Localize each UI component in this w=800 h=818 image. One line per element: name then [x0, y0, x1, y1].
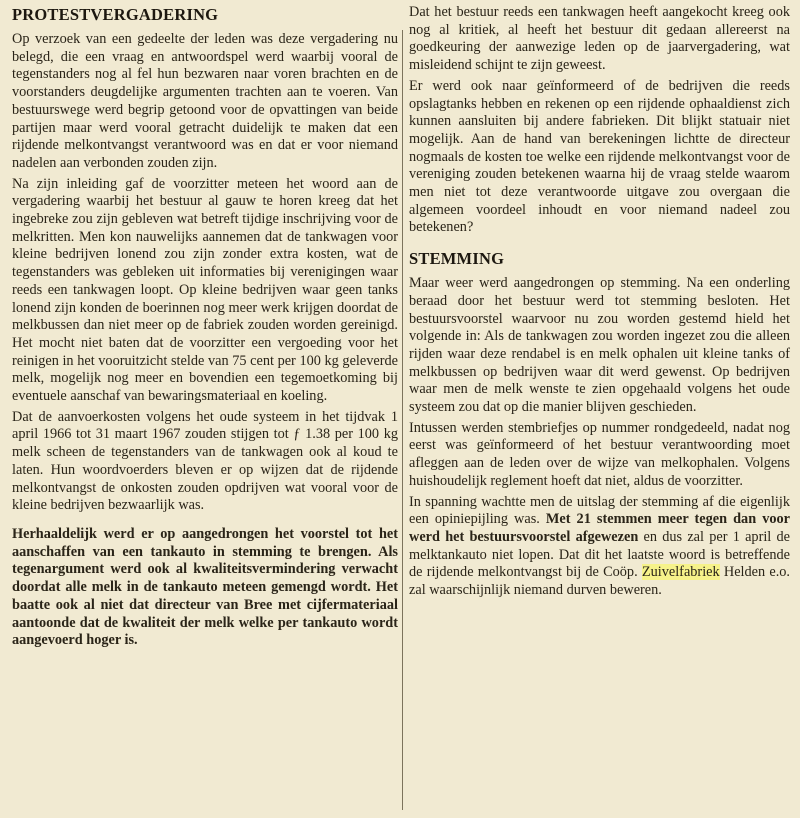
p5-text-a: In spanning wachtte men de uitslag der stemming af die eigenlijk een opiniepijling was. — [409, 493, 790, 528]
left-column — [12, 4, 398, 653]
left-paragraph-3: Dat de aanvoerkosten volgens het oude systeem in het tijdvak 1 april 1966 tot 31 maart 1967 zouden stijgen tot ƒ 1.38 per 100 kg melk scheen de tegenstanders van de tankwagen ook al koud te laten. Hun woordvoerders bleven er op wijzen dat de rijdende melkontvangst de onkosten zouden opdrijven wat vooral voor de kleine bedrijven bezwaarlijk was. — [12, 408, 398, 514]
heading-protestvergadering: PROTESTVERGADERING — [12, 5, 219, 24]
left-paragraph-4-bold: Herhaaldelijk werd er op aangedrongen het voorstel tot het aanschaffen van een tankauto in stemming te brengen. Als tegenargument werd ook al kwaliteitsvermindering verwacht doordat alle melk in de tankauto meteen gemengd wordt. Het baatte ook al niet dat directeur van Bree met cijfermateriaal aantoonde dat de kwaliteit der melk welke per tankauto wordt aangevoerd hoger is. — [12, 525, 398, 649]
highlighted-word: Zuivelfabriek — [641, 564, 720, 581]
right-paragraph-4: Intussen werden stembriefjes op nummer rondgedeeld, nadat nog eerst was geïnformeerd of het bestuur verantwoording moet afleggen aan de leden over de wijze van melkophalen. Volgens huishoudelijk reglement hoeft dat niet, aldus de voorzitter. — [409, 419, 790, 489]
left-paragraph-1: Op verzoek van een gedeelte der leden was deze vergadering nu belegd, die een vraag en antwoordspel werd waarbij vooral de tegenstanders nog al fel hun bezwaren naar voren brachten en de voorstanders deugdelijke argumenten trachten aan te voeren. Van bestuurswege werd begrip getoond voor de opvattingen van beide partijen maar werd vooral getracht duidelijk te maken dat een rijdende melkontvangst verantwoord was en dat er voor niemand nadelen aan verbonden zouden zijn. — [12, 31, 398, 171]
p5-text-b: en dus zal per 1 april de melktankauto niet lopen. Dat dit het laatste woord is betreffende de rijdende melkontvangst bij de Coöp. — [409, 528, 790, 581]
right-paragraph-2: Er werd ook naar geïnformeerd of de bedrijven die reeds opslagtanks hebben en rekenen op een rijdende ophaaldienst zich kunnen aansluiten bij andere fabrieken. Dit blijkt statuair niet mogelijk. Aan de hand van berekeningen lichtte de directeur nogmaals de kosten toe welke een rijdende melkontvangst voor de vereniging zouden betekenen waarna hij de vraag stelde waarom men niet tot deze verantwoorde uitgave zou overgaan die algemeen voordeel inhoudt en voor niemand nadeel zou betekenen? — [409, 77, 790, 236]
right-column — [409, 4, 790, 603]
right-paragraph-5 — [409, 494, 790, 600]
right-paragraph-1: Dat het bestuur reeds een tankwagen heeft aangekocht kreeg ook nog al kritiek, al heeft het bestuur dit gedaan allereerst na goedkeuring der aanwezige leden op de jaarvergadering, wat misleidend schijnt te zijn geweest. — [409, 4, 790, 74]
left-paragraph-2: Na zijn inleiding gaf de voorzitter meteen het woord aan de vergadering waarbij het bestuur al gauw te horen kreeg dat het ingebreke zou zijn gebleven wat betreft tijdige inschrijving voor de melkritten. Men kon nauwelijks aannemen dat de tankwagen voor kleine bedrijven lonend zou zijn zonder extra kosten, wat de tegenstanders was gebleken uit informaties bij verenigingen waar reeds een tankwagen loopt. Op kleine bedrijven waar geen tanks lonend zijn konden de boerinnen nog meer werk krijgen doordat de melkbussen dan niet meer op de fabriek zouden worden gereinigd. Het mocht niet baten dat de voorzitter een vergoeding voor het reinigen in het vooruitzicht stelde van 75 cent per 100 kg geleverde melk, mogelijk nog meer en bovendien een tegemoetkoming bij eventuele aanschaf van bewaringsmateriaal en koeling. — [12, 175, 398, 405]
p5-bold-result: Met 21 stemmen meer tegen dan voor werd het bestuursvoorstel afgewezen — [409, 511, 790, 545]
heading-stemming: STEMMING — [409, 249, 505, 269]
p5-text-c: Helden e.o. zal waarschijnlijk niemand durven beweren. — [409, 564, 790, 599]
column-divider — [402, 30, 403, 810]
right-paragraph-3: Maar weer werd aangedrongen op stemming. Na een onderling beraad door het bestuur werd tot stemming besloten. Het bestuursvoorstel waarvoor nu zou worden gestemd hield het volgende in: Als de tankwagen zou worden ingezet zou die alleen rijden waar deze rendabel is en melk ophalen uit kleine tanks of melkbussen op bedrijven waar dit werd gewenst. Op bedrijven waar men de melk wenste te zien opgehaald volgens het oude systeem zou dat op die manier blijven geschieden. — [409, 275, 790, 416]
